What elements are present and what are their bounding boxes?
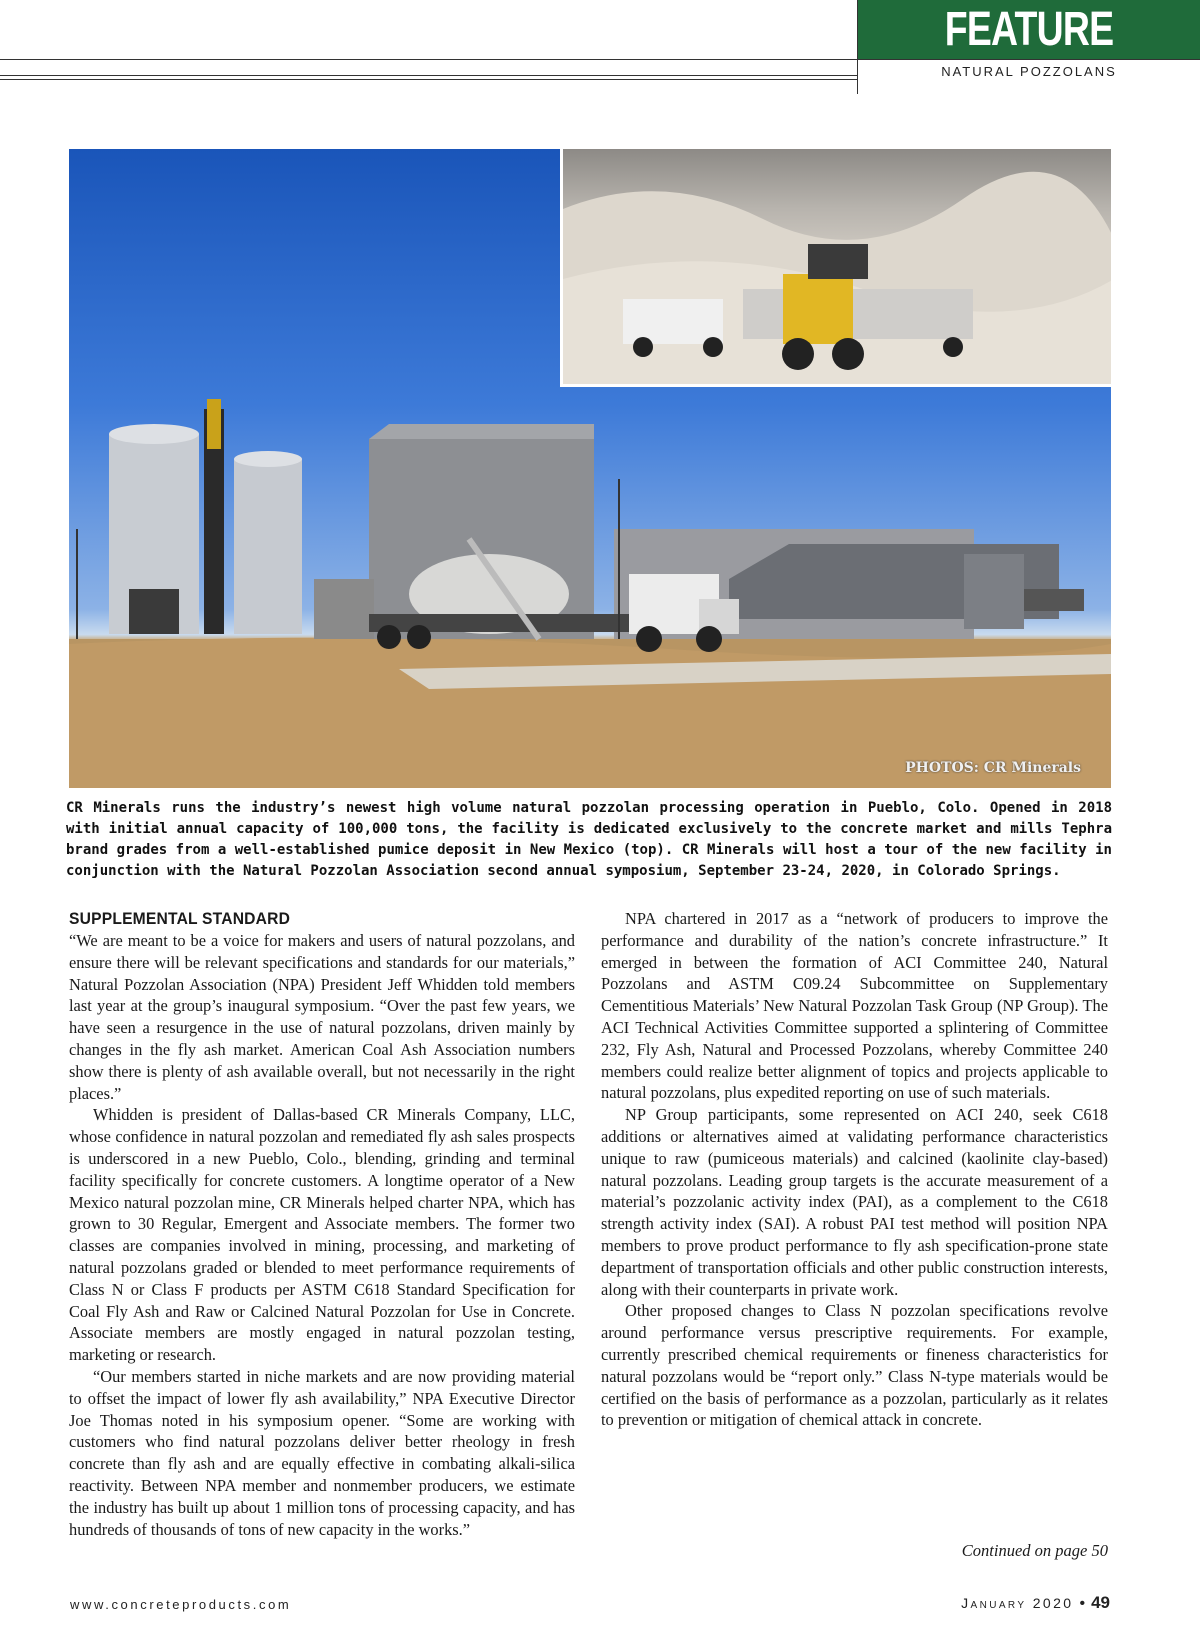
- section-label: NATURAL POZZOLANS: [941, 64, 1117, 79]
- header-rule-top: [0, 59, 858, 60]
- header-rule-middle: [0, 75, 858, 76]
- footer-page-info: [961, 1593, 1110, 1613]
- feature-label: FEATURE: [944, 3, 1114, 56]
- main-photo: [69, 149, 1111, 788]
- feature-banner: [858, 0, 1200, 59]
- paragraph: Other proposed changes to Class N pozzolan specifications revolve around performance versus prescriptive requirements. For example, currently prescribed chemical requirements or fineness characteristics for natural pozzolans would be “report only.” Class N-type materials would be certified on the basis of performance as a pozzolan, particularly as it relates to prevention or mitigation of chemical attack in concrete.: [601, 1301, 1108, 1430]
- photo-credit: PHOTOS: CR Minerals: [905, 760, 1081, 776]
- inset-photo: [560, 149, 1111, 387]
- header-rule-right: [858, 59, 1200, 60]
- paragraph: NP Group participants, some represented on ACI 240, seek C618 additions or alternatives aimed at validating performance characteristics unique to raw (pumiceous materials) and calcined (kaolinite clay-based) natural pozzolans. Leading group targets is the accurate measurement of a material’s pozzolanic activity index (PAI), as a complement to the C618 strength activity index (SAI). A robust PAI test method will position NPA members to prove product performance to fly ash specification-prone state department of transportation officials and other public construction interests, along with their counterparts in private work.: [601, 1105, 1108, 1299]
- article-column-2: [601, 908, 1108, 1431]
- page-number: 49: [1091, 1593, 1110, 1612]
- article-column-1: [69, 908, 575, 1540]
- footer-url: www.concreteproducts.com: [70, 1597, 292, 1612]
- continued-note: Continued on page 50: [961, 1541, 1108, 1560]
- section-subhead: SUPPLEMENTAL STANDARD: [69, 909, 291, 928]
- paragraph: Whidden is president of Dallas-based CR Minerals Company, LLC, whose confidence in natural pozzolan and remediated fly ash sales prospects is underscored in a new Pueblo, Colo., blending, grinding and terminal facility specifically for concrete customers. A longtime operator of a New Mexico natural pozzolan mine, CR Minerals helped charter NPA, which has grown to 30 Regular, Emergent and Associate members. The former two classes are companies involved in mining, processing, and marketing of natural pozzolans graded or blended to meet performance requirements of Class N or Class F products per ASTM C618 Standard Specification for Coal Fly Ash and Raw or Calcined Natural Pozzolan for Use in Concrete. Associate members are mostly engaged in natural pozzolan testing, marketing or research.: [69, 1105, 575, 1365]
- footer-date: January 2020: [961, 1595, 1074, 1611]
- paragraph: NPA chartered in 2017 as a “network of producers to improve the performance and durability of the nation’s concrete infrastructure.” It emerged in between the formation of ACI Committee 240, Natural Pozzolans and ASTM C09.24 Subcommittee on Supplementary Cementitious Materials’ New Natural Pozzolan Task Group (NP Group). The ACI Technical Activities Committee supported a splintering of Committee 232, Fly Ash, Natural and Processed Pozzolans, whereby Committee 240 members could realize better alignment of topics and projects applicable to natural pozzolans, plus expedited reporting on use of such materials.: [601, 909, 1108, 1103]
- paragraph: “Our members started in niche markets and are now providing material to offset the impact of lower fly ash availability,” NPA Executive Director Joe Thomas noted in his symposium opener. “Some are working with customers who find natural pozzolans deliver better rheology in fresh concrete than fly ash and are equally effective in combating alkali-silica reactivity. Between NPA member and nonmember producers, we estimate the industry has built up about 1 million tons of processing capacity, and has hundreds of thousands of tons of new capacity in the works.”: [69, 1366, 575, 1539]
- footer-bullet: •: [1079, 1595, 1086, 1612]
- photo-caption: CR Minerals runs the industry’s newest high volume natural pozzolan processing operation in Pueblo, Colo. Opened in 2018 with initial annual capacity of 100,000 tons, the facility is dedicated exclusively to the concrete market and mills Tephra brand grades from a well-established pumice deposit in New Mexico (top). CR Minerals will host a tour of the new facility in conjunction with the Natural Pozzolan Association second annual symposium, September 23-24, 2020, in Colorado Springs.: [66, 800, 1112, 879]
- paragraph: “We are meant to be a voice for makers and users of natural pozzolans, and ensure there will be relevant specifications and standards for our materials,” Natural Pozzolan Association (NPA) President Jeff Whidden told members last year at the group’s inaugural symposium. “Over the past few years, we have seen a resurgence in the use of natural pozzolans, driven mainly by changes in the fly ash market. American Coal Ash Association numbers show there is plenty of ash available overall, but not necessarily in the right places.”: [69, 931, 575, 1103]
- pumice-mine-illustration: [563, 149, 1111, 384]
- header-rule-bottom: [0, 79, 858, 80]
